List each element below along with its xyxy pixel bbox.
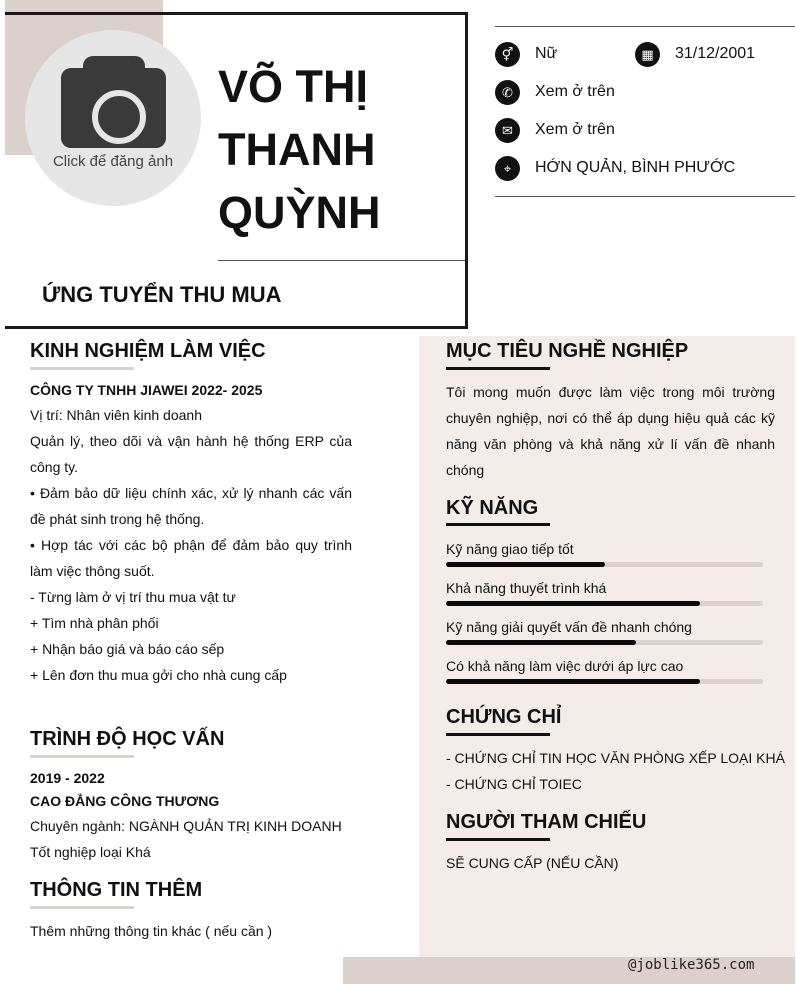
contact-bottom-divider: [495, 196, 795, 197]
name-line-3: QUỲNH: [218, 187, 381, 238]
gender-icon: ⚥: [495, 42, 520, 67]
camera-lens-icon: [92, 90, 146, 144]
education-years[interactable]: 2019 - 2022: [30, 770, 105, 786]
education-title-underline: [30, 755, 134, 758]
phone-icon: ✆: [495, 80, 520, 105]
certificate-item[interactable]: - CHỨNG CHỈ TOIEC: [446, 776, 582, 792]
email-value[interactable]: Xem ở trên: [535, 121, 615, 138]
skill-bar-fill: [446, 562, 605, 567]
watermark-text: @joblike365.com: [628, 957, 755, 973]
experience-line: - Từng làm ở vị trí thu mua vật tư: [30, 589, 236, 605]
name-line-1: VÕ THỊ: [218, 61, 369, 112]
experience-line: Quản lý, theo dõi và vận hành hệ thống ERP của công ty.: [30, 433, 352, 475]
email-icon: ✉: [495, 118, 520, 143]
birthday-value[interactable]: 31/12/2001: [675, 45, 756, 62]
experience-line: • Đảm bảo dữ liệu chính xác, xử lý nhanh các vấn đề phát sinh trong hệ thống.: [30, 485, 352, 527]
skill-bar: [446, 562, 763, 567]
objective-text[interactable]: Tôi mong muốn được làm việc trong môi trường chuyên nghiệp, nơi có thể áp dụng hiệu quả các kỹ năng văn phòng và khả năng xử lí vấn đề nhanh chóng: [446, 384, 775, 478]
contact-top-divider: [495, 26, 795, 27]
education-school[interactable]: CAO ĐẲNG CÔNG THƯƠNG: [30, 793, 220, 809]
skill-bar: [446, 640, 763, 645]
experience-line: • Hợp tác với các bộ phận để đảm bảo quy trình làm việc thông suốt.: [30, 537, 352, 579]
experience-line: + Lên đơn thu mua gởi cho nhà cung cấp: [30, 667, 287, 683]
certificate-item[interactable]: - CHỨNG CHỈ TIN HỌC VĂN PHÒNG XẾP LOẠI KHÁ: [446, 750, 785, 766]
extra-text[interactable]: Thêm những thông tin khác ( nếu cần ): [30, 923, 273, 939]
gender-value[interactable]: Nữ: [535, 45, 558, 62]
extra-title-underline: [30, 906, 134, 909]
experience-line: Vị trí: Nhân viên kinh doanh: [30, 407, 202, 423]
objective-title: MỤC TIÊU NGHỀ NGHIỆP: [446, 340, 689, 362]
skills-title-underline: [446, 523, 550, 526]
references-text[interactable]: SẼ CUNG CẤP (NẾU CẦN): [446, 855, 619, 871]
location-icon: ⌖: [495, 156, 520, 181]
objective-title-underline: [446, 367, 550, 370]
applied-position[interactable]: ỨNG TUYỂN THU MUA: [42, 282, 282, 307]
phone-value[interactable]: Xem ở trên: [535, 83, 615, 100]
certificates-title-underline: [446, 733, 550, 736]
name-line-2: THANH: [218, 124, 376, 175]
skills-title: KỸ NĂNG: [446, 497, 539, 519]
avatar-upload[interactable]: [25, 30, 201, 206]
skill-label[interactable]: Kỹ năng giải quyết vấn đề nhanh chóng: [446, 619, 692, 635]
name-divider: [218, 260, 465, 261]
education-grade[interactable]: Tốt nghiệp loại Khá: [30, 844, 151, 860]
education-title: TRÌNH ĐỘ HỌC VẤN: [30, 728, 225, 750]
experience-company[interactable]: CÔNG TY TNHH JIAWEI 2022- 2025: [30, 382, 263, 398]
calendar-icon: ▦: [635, 42, 660, 67]
skill-label[interactable]: Kỹ năng giao tiếp tốt: [446, 541, 574, 557]
skill-bar: [446, 601, 763, 606]
address-value[interactable]: HỚN QUẢN, BÌNH PHƯỚC: [535, 159, 736, 176]
skill-label[interactable]: Khả năng thuyết trình khá: [446, 580, 607, 596]
skill-label[interactable]: Có khả năng làm việc dưới áp lực cao: [446, 658, 684, 674]
experience-details[interactable]: [30, 402, 352, 688]
experience-title-underline: [30, 367, 134, 370]
skill-bar-fill: [446, 640, 636, 645]
experience-title: KINH NGHIỆM LÀM VIỆC: [30, 340, 266, 362]
skill-bar: [446, 679, 763, 684]
skill-bar-fill: [446, 601, 700, 606]
candidate-name[interactable]: [218, 55, 381, 244]
education-major[interactable]: Chuyên ngành: NGÀNH QUẢN TRỊ KINH DOANH: [30, 818, 342, 834]
experience-line: + Nhận báo giá và báo cáo sếp: [30, 641, 225, 657]
avatar-caption: Click để đăng ảnh: [52, 153, 174, 170]
references-title: NGƯỜI THAM CHIẾU: [446, 811, 647, 833]
certificates-title: CHỨNG CHỈ: [446, 706, 562, 728]
experience-line: + Tìm nhà phân phối: [30, 615, 159, 631]
skill-bar-fill: [446, 679, 700, 684]
references-title-underline: [446, 838, 550, 841]
extra-title: THÔNG TIN THÊM: [30, 879, 203, 901]
